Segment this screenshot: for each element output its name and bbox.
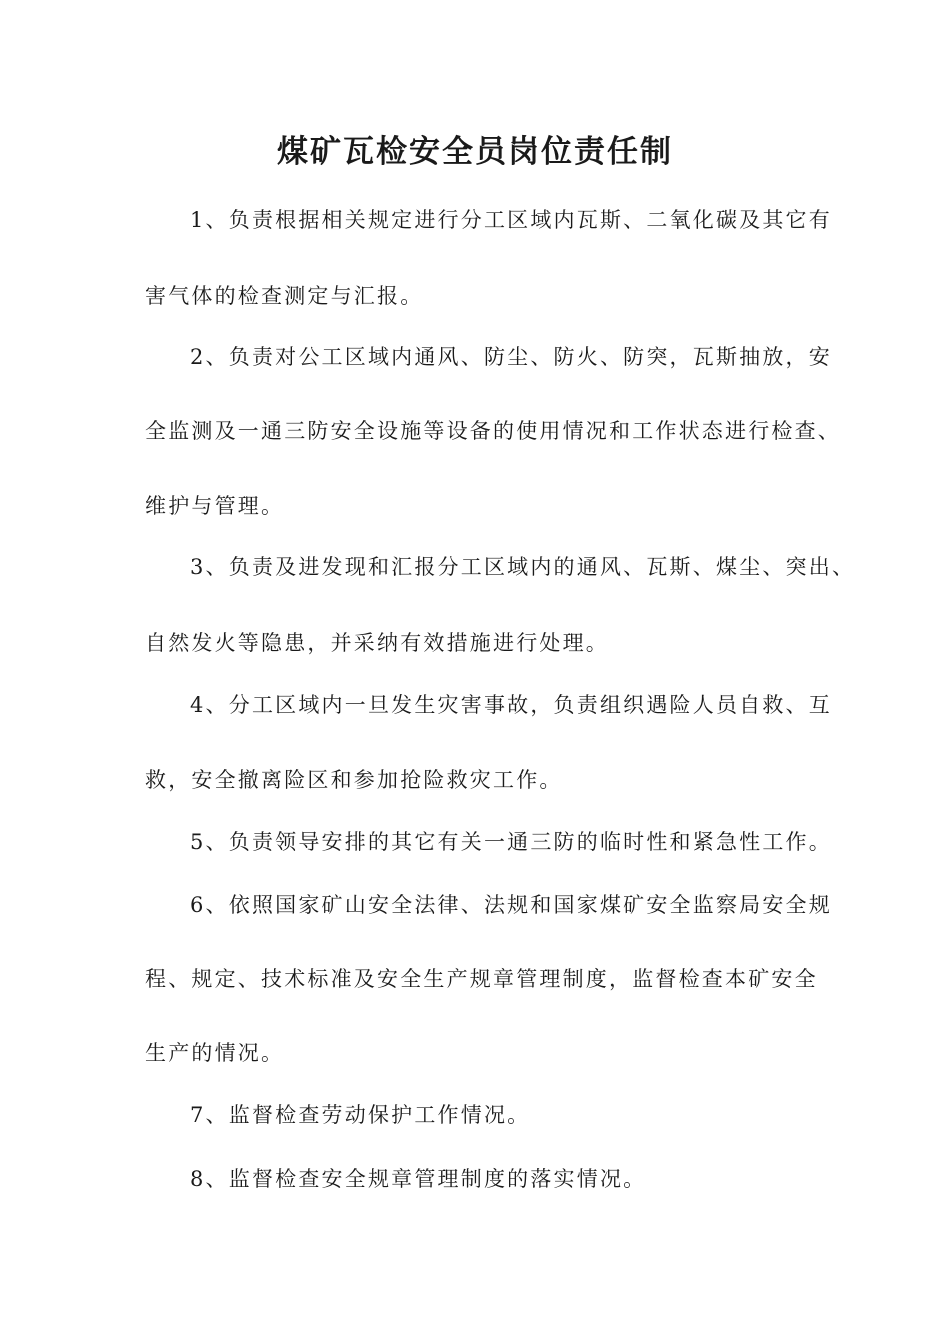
paragraph-2-line-2: 全监测及一通三防安全设施等设备的使用情况和工作状态进行检查、 (145, 419, 841, 443)
paragraph-4-line-1: 4、分工区域内一旦发生灾害事故，负责组织遇险人员自救、互 (190, 693, 832, 717)
paragraph-1-line-2: 害气体的检查测定与汇报。 (145, 284, 424, 308)
paragraph-6-line-3: 生产的情况。 (145, 1041, 285, 1065)
paragraph-5-line-1: 5、负责领导安排的其它有关一通三防的临时性和紧急性工作。 (190, 830, 832, 854)
paragraph-3-line-2: 自然发火等隐患，并采纳有效措施进行处理。 (145, 631, 609, 655)
paragraph-3-line-1: 3、负责及进发现和汇报分工区域内的通风、瓦斯、煤尘、突出、 (190, 555, 856, 579)
paragraph-2-line-1: 2、负责对公工区域内通风、防尘、防火、防突，瓦斯抽放，安 (190, 345, 832, 369)
document-title: 煤矿瓦检安全员岗位责任制 (277, 134, 673, 170)
paragraph-4-line-2: 救，安全撤离险区和参加抢险救灾工作。 (145, 768, 563, 792)
paragraph-7-line-1: 7、监督检查劳动保护工作情况。 (190, 1103, 531, 1127)
paragraph-8-line-1: 8、监督检查安全规章管理制度的落实情况。 (190, 1167, 647, 1191)
paragraph-6-line-2: 程、规定、技术标准及安全生产规章管理制度，监督检查本矿安全 (145, 967, 818, 991)
paragraph-6-line-1: 6、依照国家矿山安全法律、法规和国家煤矿安全监察局安全规 (190, 893, 832, 917)
paragraph-2-line-3: 维护与管理。 (145, 494, 285, 518)
paragraph-1-line-1: 1、负责根据相关规定进行分工区域内瓦斯、二氧化碳及其它有 (190, 208, 832, 232)
